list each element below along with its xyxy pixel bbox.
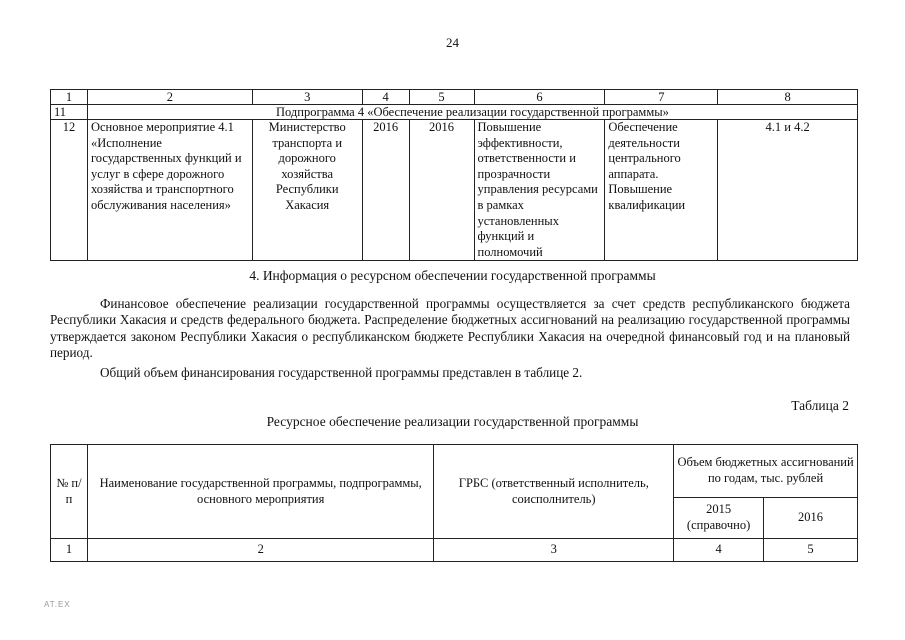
col-number-8: 8 bbox=[718, 90, 858, 105]
col-number-3: 3 bbox=[252, 90, 362, 105]
column-number: 1 bbox=[51, 539, 88, 562]
column-numbers-row bbox=[51, 539, 858, 562]
page-number: 24 bbox=[446, 35, 459, 50]
col-name-header: Наименование государственной программы, подпрограммы, основного мероприятия bbox=[87, 445, 433, 539]
col-number-5: 5 bbox=[409, 90, 474, 105]
indicator-link: 4.1 и 4.2 bbox=[718, 120, 858, 261]
col-volume-header: Объем бюджетных ассигнований по годам, тыс. рублей bbox=[674, 445, 858, 498]
row-number: 11 bbox=[51, 105, 88, 120]
col-grbs-header: ГРБС (ответственный исполнитель, соисполнитель) bbox=[434, 445, 674, 539]
col-2015-header: 2015 (справочно) bbox=[674, 498, 764, 539]
col-2016-header: 2016 bbox=[764, 498, 858, 539]
table-header-row bbox=[51, 90, 858, 105]
col-number-2: 2 bbox=[87, 90, 252, 105]
subprogram-row bbox=[51, 105, 858, 120]
activities-table bbox=[50, 89, 858, 261]
column-number: 2 bbox=[87, 539, 433, 562]
subprogram-title: Подпрограмма 4 «Обеспечение реализации государственной программы» bbox=[87, 105, 857, 120]
col-number-4: 4 bbox=[362, 90, 409, 105]
end-year: 2016 bbox=[409, 120, 474, 261]
col-number-1: 1 bbox=[51, 90, 88, 105]
table-row bbox=[51, 120, 858, 261]
column-number: 5 bbox=[764, 539, 858, 562]
start-year: 2016 bbox=[362, 120, 409, 261]
expected-result: Повышение эффективности, ответственности и прозрачности управления ресурсами в рамках установленных функций и полномочий bbox=[474, 120, 605, 261]
paragraph-total-text: Общий объем финансирования государственной программы представлен в таблице 2. bbox=[100, 365, 583, 380]
paragraph-total bbox=[50, 365, 850, 381]
row-number: 12 bbox=[51, 120, 88, 261]
resource-table bbox=[50, 444, 858, 562]
consequences: Обеспечение деятельности центрального аппарата. Повышение квалификации bbox=[605, 120, 718, 261]
col-number-header: № п/п bbox=[51, 445, 88, 539]
column-number: 3 bbox=[434, 539, 674, 562]
activity-name: Основное мероприятие 4.1 «Исполнение государственных функций и услуг в сфере дорожного хозяйства и транспортного обслуживания населения» bbox=[87, 120, 252, 261]
paragraph-funding bbox=[50, 296, 850, 362]
executor: Министерство транспорта и дорожного хозяйства Республики Хакасия bbox=[252, 120, 362, 261]
column-number: 4 bbox=[674, 539, 764, 562]
paragraph-funding-text: Финансовое обеспечение реализации государственной программы осуществляется за счет средств республиканского бюджета Республики Хакасия и средств федерального бюджета. Распределение бюджетных ассигнований на реализацию государственной программы утверждается законом Республики Хакасия о республиканском бюджете Республики Хакасия на очередной финансовый год и на плановый период. bbox=[50, 296, 850, 361]
table-header-row bbox=[51, 445, 858, 498]
col-number-7: 7 bbox=[605, 90, 718, 105]
section-title: 4. Информация о ресурсном обеспечении государственной программы bbox=[249, 268, 656, 283]
table-label: Таблица 2 bbox=[791, 398, 849, 413]
footer-mark: AT.EX bbox=[44, 600, 71, 609]
col-number-6: 6 bbox=[474, 90, 605, 105]
table-caption: Ресурсное обеспечение реализации государственной программы bbox=[266, 414, 639, 429]
